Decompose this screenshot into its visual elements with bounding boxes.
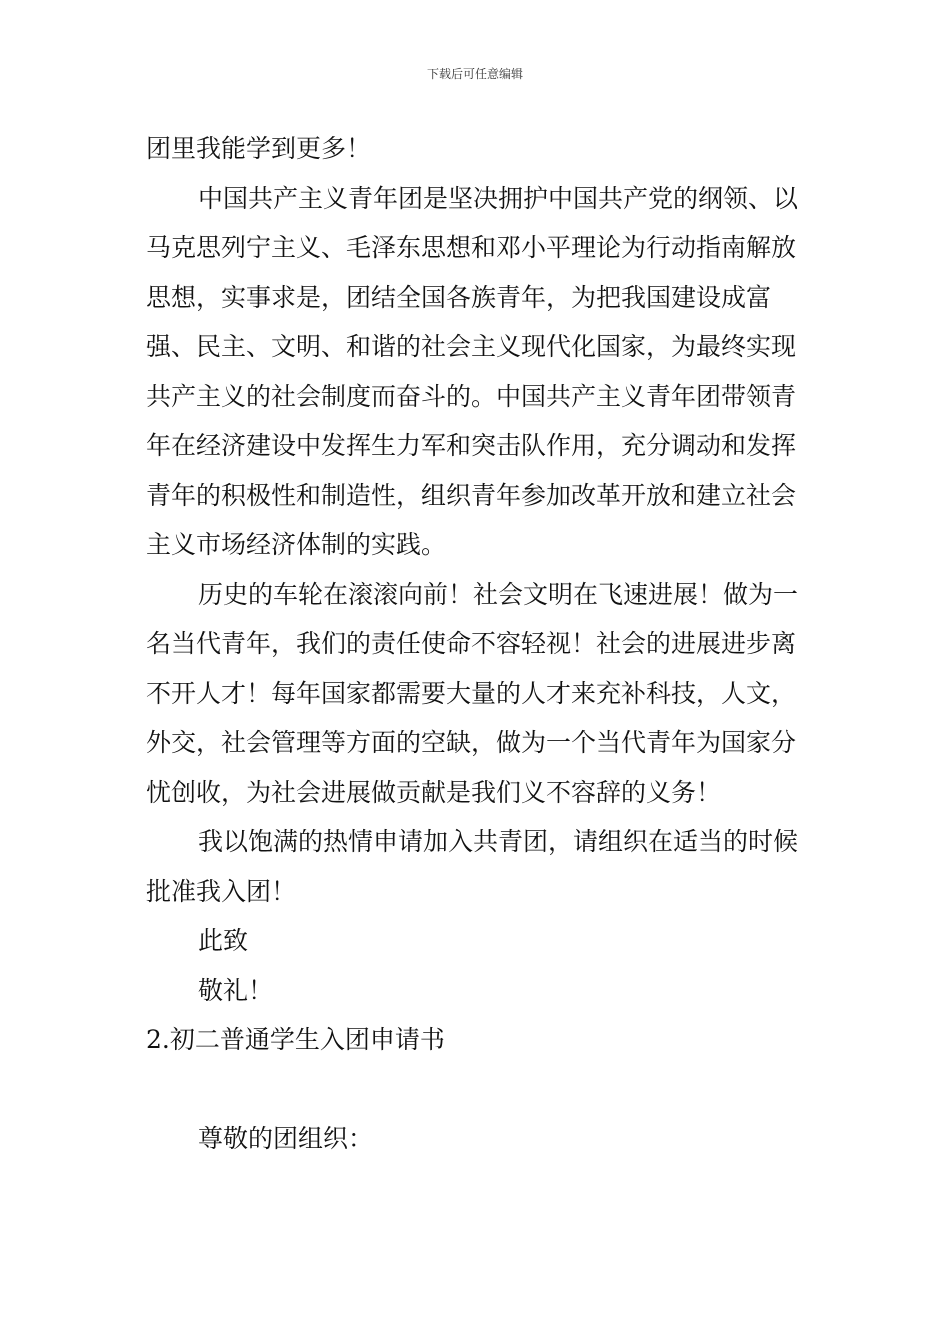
greeting-line: 尊敬的团组织： [198,1124,374,1153]
blank-line [146,1065,806,1115]
paragraph-youth-responsibility: 历史的车轮在滚滚向前！社会文明在飞速进展！做为一名当代青年，我们的责任使命不容轻视！社会的进展进步离不开人才！每年国家都需要大量的人才来充补科技，人文，外交，社会管理等方面的空缺，做为一个当代青年为国家分忧创收，为社会进展做贡献是我们义不容辞的义务！ [146,579,799,807]
closing-salutation: 此致 [198,926,249,955]
document-body [146,124,806,1164]
paragraph-continuation: 团里我能学到更多！ [146,134,372,163]
closing-respect: 敬礼！ [198,975,274,1005]
page-header-note: 下载后可任意编辑 [426,67,523,81]
paragraph-application-request: 我以饱满的热情申请加入共青团，请组织在适当的时候批准我入团！ [146,827,799,906]
section-heading: 2.初二普通学生入团申请书 [146,1025,445,1054]
paragraph-league-introduction: 中国共产主义青年团是坚决拥护中国共产党的纲领、以马克思列宁主义、毛泽东思想和邓小平理论为行动指南解放思想，实事求是，团结全国各族青年，为把我国建设成富强、民主、文明、和谐的社会主义现代化国家，为最终实现共产主义的社会制度而奋斗的。中国共产主义青年团带领青年在经济建设中发挥生力军和突击队作用，充分调动和发挥青年的积极性和制造性，组织青年参加改革开放和建立社会主义市场经济体制的实践。 [146,183,799,559]
